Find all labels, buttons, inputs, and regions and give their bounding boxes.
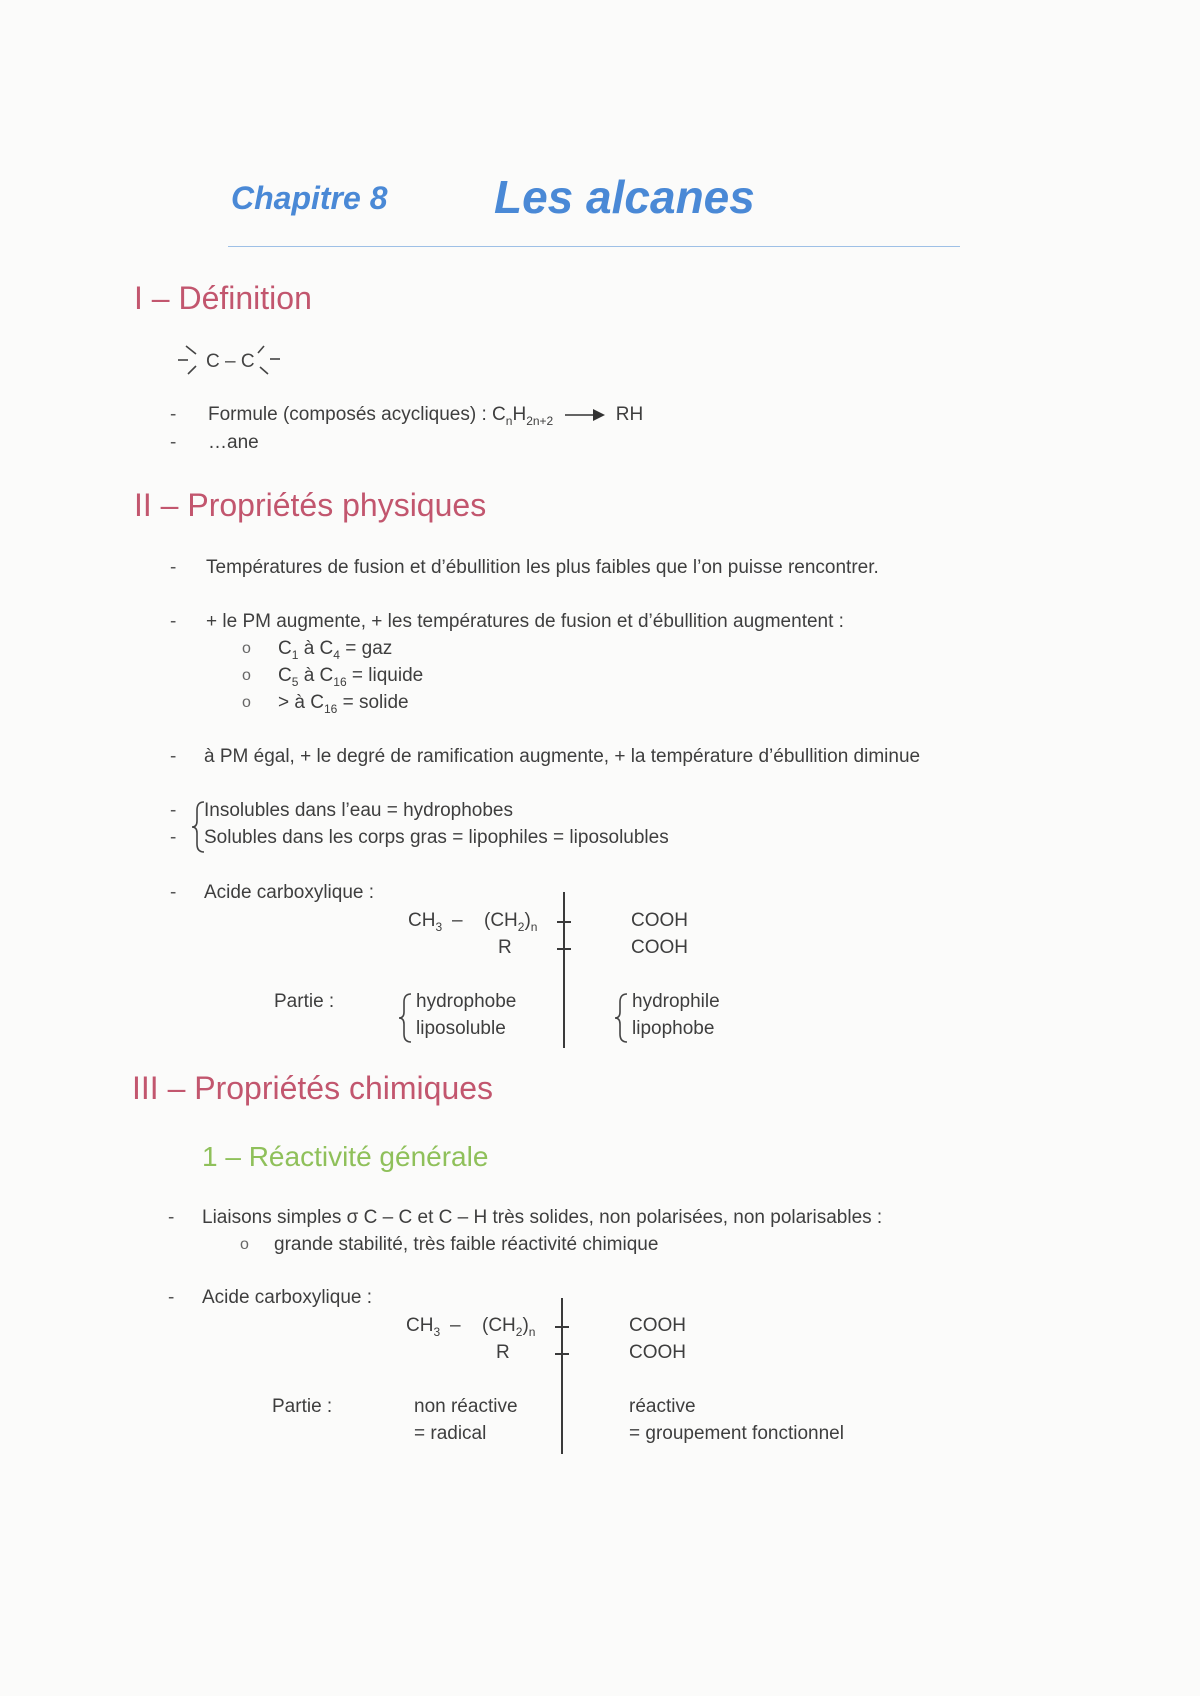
- bullet-dash: -: [170, 557, 177, 578]
- bullet-dash: -: [170, 800, 177, 821]
- acid-right-1: réactive: [629, 1396, 696, 1417]
- suffix-ane: …ane: [208, 432, 259, 453]
- acid-r: R: [496, 1342, 510, 1363]
- cc-sketch-text: C – C: [206, 351, 255, 372]
- bullet-circle: o: [240, 1236, 249, 1253]
- bullet-dash: -: [170, 827, 177, 848]
- acid-divider: [563, 892, 565, 1048]
- acid-cooh: COOH: [631, 910, 688, 931]
- bullet-circle: o: [242, 640, 251, 657]
- formula-label: Formule (composés acycliques) : C: [208, 404, 506, 425]
- acid-tick: [557, 921, 571, 923]
- acid-right-2: lipophobe: [632, 1018, 715, 1039]
- bullet-dash: -: [170, 882, 177, 903]
- para-lowest-temps: Températures de fusion et d’ébullition les plus faibles que l’on puisse rencontrer.: [206, 557, 879, 578]
- state-liquide: $C_5$ à $C_{16}$ = liquide: [278, 665, 424, 689]
- acid-dash: –: [450, 1315, 461, 1336]
- formula-result: RH: [615, 404, 644, 425]
- cc-sketch: [176, 340, 286, 380]
- acid-ch3: $CH_3$: [408, 910, 443, 934]
- bullet-dash: -: [168, 1287, 175, 1308]
- section-heading-physical: II – Propriétés physiques: [134, 487, 487, 523]
- arrow-right-icon: [563, 408, 607, 422]
- formula-h: H: [512, 404, 527, 425]
- acid-right-1: hydrophile: [632, 991, 720, 1012]
- bullet-dash: -: [170, 746, 177, 767]
- acid-label: Acide carboxylique :: [202, 1287, 373, 1308]
- bullet-circle: o: [242, 667, 251, 684]
- acid-r: R: [498, 937, 512, 958]
- acid-divider: [561, 1298, 563, 1454]
- para-pm-increase: + le PM augmente, + les températures de fusion et d’ébullition augmentent :: [206, 611, 844, 632]
- bullet-dash: -: [168, 1207, 175, 1228]
- acid-tick: [555, 1353, 569, 1355]
- para-insoluble: Insolubles dans l’eau = hydrophobes: [204, 800, 513, 821]
- para-bonds: Liaisons simples σ C – C et C – H très solides, non polarisées, non polarisables :: [202, 1207, 883, 1228]
- subsection-heading-reactivity: 1 – Réactivité générale: [202, 1141, 489, 1172]
- acid-cooh: COOH: [629, 1315, 686, 1336]
- acid-left-1: non réactive: [414, 1396, 518, 1417]
- bullet-dash: -: [170, 404, 177, 425]
- acid-ch2n: $(CH_2)_n$: [484, 910, 538, 934]
- formula-sub-2n2: 2n+2: [526, 413, 554, 428]
- brace-icon: [397, 992, 413, 1044]
- bullet-dash: -: [170, 611, 177, 632]
- state-gaz: $C_1$ à $C_4$ = gaz: [278, 638, 393, 662]
- acid-cooh: COOH: [631, 937, 688, 958]
- brace-icon: [613, 992, 629, 1044]
- para-ramification: à PM égal, + le degré de ramification augmente, + la température d’ébullition diminue: [204, 746, 921, 767]
- title-rule: [228, 246, 960, 247]
- acid-left-2: liposoluble: [416, 1018, 506, 1039]
- bullet-dash: -: [170, 432, 177, 453]
- bullet-circle: o: [242, 694, 251, 711]
- acid-ch2n: $(CH_2)_n$: [482, 1315, 536, 1339]
- acid-ch3: $CH_3$: [406, 1315, 441, 1339]
- formula-line: [208, 404, 643, 426]
- acid-cooh: COOH: [629, 1342, 686, 1363]
- para-soluble: Solubles dans les corps gras = lipophiles = liposolubles: [204, 827, 669, 848]
- state-solide: > à $C_{16}$ = solide: [278, 692, 409, 716]
- acid-partie-label: Partie :: [272, 1396, 333, 1417]
- chapter-label: Chapitre 8: [231, 180, 388, 216]
- page-title: Les alcanes: [494, 171, 755, 223]
- acid-tick: [555, 1326, 569, 1328]
- acid-partie-label: Partie :: [274, 991, 335, 1012]
- acid-right-2: = groupement fonctionnel: [629, 1423, 844, 1444]
- formula-sub-n: n: [505, 413, 513, 428]
- acid-label: Acide carboxylique :: [204, 882, 375, 903]
- section-heading-chemical: III – Propriétés chimiques: [132, 1070, 494, 1106]
- para-stability: grande stabilité, très faible réactivité chimique: [274, 1234, 659, 1255]
- acid-left-2: = radical: [414, 1423, 487, 1444]
- section-heading-definition: I – Définition: [134, 280, 312, 316]
- acid-left-1: hydrophobe: [416, 991, 517, 1012]
- acid-dash: –: [452, 910, 463, 931]
- acid-tick: [557, 948, 571, 950]
